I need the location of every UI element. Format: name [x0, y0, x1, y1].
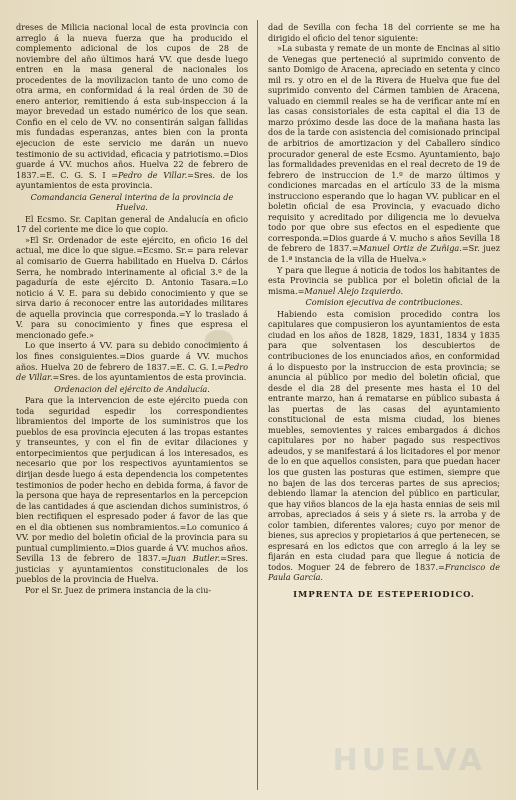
section-heading: Ordenacion del ejército de Andalucía.	[54, 383, 210, 394]
left-paragraph-5: Para que la intervencion de este ejército pueda con toda seguridad espedir los correspondientes libramientos del importe de los suministros que los pueblos de esa provincia ejecuten á las tropas estantes y transeuntes, y con el fin de evitar dilaciones y entorpecimientos que perjudican á los interesados, es necesario que por los respectivos ayuntamientos se dirijan desde luego á esta dependencia los competentes testimonios de poder hecho en debida forma, á favor de la persona que haya de representarlos en la percepcion de las cantidades á que asciendan dichos suministros, ó bien rectifiquen el espresado poder á favor de las que en el dia obtienen sus nombramientos.=Lo comunico á VV. por medio del boletin oficial de la provincia para su puntual cumplimiento.=Dios guarde á VV. muchos años. Sevilla 13 de febrero de 1837.=Juan Butler.=Sres. justicias y ayuntamientos constitucionales de los pueblos de la provincia de Huelva.	[16, 395, 248, 585]
signature: Manuel Alejo Izquierdo.	[304, 285, 404, 296]
right-paragraph-2: »La subasta y remate de un monte de Encinas al sitio de Venegas que perteneció al suprimido convento de santo Domigo de Aracena, apreciado en setenta y cinco mil rs. y otro en el de la Rivera de Huelva que fue del suprimido convento del Cármen tambien de Aracena, valuado en ciemmil reales se ha de verificar ante mí en las casas consistoriales de esta capital el dia 13 de marzo próximo desde las doce de la mañana hasta las dos de la tarde con asistencia del comisionado principal de arbitrios de amortizacion y del Caballero síndico procurador general de este Ecsmo. Ayuntamiento, bajo las formalidades prevenidas en el real decreto de 19 de febrero de instruccion de 1.º de marzo últimos y condiciones marcadas en el artículo 33 de la misma instrucciono esperando que lo hagan VV. publicar en el boletin oficial de esa Provincia, y evacuado dicho requisito y acreditado por diligencia me lo devuelva todo por que obre sus efectos en el espediente que corresponda.=Dios guarde á V. mucho s años Sevilla 18 de febrero de 1837.=Manuel Ortiz de Zuñiga.=Sr. juez de 1.ª instancia de la villa de Huelva.»	[268, 43, 500, 265]
left-column	[16, 22, 248, 596]
left-paragraph-2: El Ecsmo. Sr. Capitan general de Andalucía en oficio 17 del coriente me dice lo que copio.	[16, 213, 248, 235]
left-paragraph-6: Por el Sr. Juez de primera instancia de la ciu-	[25, 584, 212, 595]
signature: Manuel Ortiz de Zuñiga.	[358, 243, 462, 254]
signature: Pedro de Villar.=	[16, 361, 248, 383]
signature: Pedro de Villar.=	[118, 169, 194, 180]
section-heading: Comandancia General interina de la provincia de Huelva.	[30, 191, 234, 213]
left-paragraph-1: dreses de Milicia nacional local de esta provincia con arreglo á la nueva fuerza que ha producido el complemento adicional de los cupos de 28 de noviembre del año últimos hará VV. que desde luego entren en la masa general de nacionales los procedentes de la movilizacion tanto de uno como de otra arma, en conformidad á la real órden de 30 de enero anterior, remitiendo á esta sub-inspeccion á la mayor brevedad un estado numérico de los que sean. Confio en el celo de VV. no consentirán salgan fallidas mis fundadas esperanzas, antes bien con la pronta ejecucion de este servicio me darán un nuevo testimonio de su actividad, eficacia y patriotismo.=Dios guarde á VV. muchos años. Huelva 22 de febrero de 1837.=E. C. G. S. I =Pedro de Villar.=Sres. de los ayuntamientos de esta provincia.	[16, 22, 248, 191]
right-paragraph-4: Habiendo esta comision procedido contra los capitulares que compusieron los ayuntamientos de esta ciudad en los años de 1828, 1829, 1831, 1834 y 1835 para que solventasen los descubiertos de contribuciones de los enunciados años, en conformidad á lo dispuesto por la instruccion de esta provincia; se anuncia al público por medio del boletin oficial, que desde el dia 28 del presente mes hasta el 10 del entrante marzo, han á rematarse en público subasta á las puertas de las casas del ayuntamiento constitucional de esta misma ciudad, los bienes muebles, semovientes y raices embargados á dichos capitulares por no haber pagado sus respectivos adeudos, y se manifestará á los licitadores el por menor de lo en que aquellos consisten, para que puedan hacer los que gusten las posturas que estimen, siempre que no bajen de las dos terceras partes de sus aprecios; debiendo llamar la atencion del público en particular, que hay viños blancos de la eja hasta ennias de seis mil arrobas, apreciados á seis y á siete rs. la arroba y de color tambien, diferentes valores; cuyo por menor de bienes, sus aprecios y propietarios á que pertenecen, se espresará en los edictos que con arreglo á la ley se fijarán en esta ciudad para que llegue á noticia de todos. Moguer 24 de febrero de 1837.=Francisco de Paula García.	[268, 308, 500, 583]
right-column	[268, 22, 500, 600]
section-heading: Comision ejecutiva de contribuciones.	[305, 297, 463, 308]
right-paragraph-1: dad de Sevilla con fecha 18 del corriente se me ha dirigido el oficio del tenor siguiente:	[268, 22, 500, 43]
column-divider	[257, 20, 258, 790]
signature: Francisco de Paula García.	[268, 561, 500, 583]
left-paragraph-3: »El Sr. Ordenador de este ejército, en oficio 16 del actual, me dice lo que sigue.=Ecsmo. Sr.= para relevar al comisario de Guerra habilitado en Huelva D. Cárlos Serra, he nombrado interinamente al oficial 3.º de la pagaduría de este ejército D. Antonio Tasara.=Lo noticio á V. E. para su debido conocimiento y que se sirva dario á reconocer entre las autoridades militares de aquella provincia que corresponda.=Y lo traslado á V. para su conocimiento y fines que espresa el mencionado gefe.»	[16, 234, 248, 340]
right-paragraph-3: Y para que llegue á noticia de todos los habitantes de esta Provincia se publica por el boletin oficial de la misma.=Manuel Alejo Izquierdo.	[268, 264, 500, 296]
signature: Juan Butler.	[167, 553, 221, 564]
printer-imprint: IMPRENTA DE ESTEPERIODICO.	[293, 588, 475, 599]
archive-watermark: HUELVA	[332, 743, 486, 778]
left-paragraph-4: Lo que inserto á VV. para su debido conocimiento á los fines consiguientes.=Dios guarde á VV. muchos años. Huelva 20 de febrero de 1837.=E. C. G. I.=Pedro de Villar.=Sres. de los ayuntamientos de esta provincia.	[16, 340, 248, 383]
